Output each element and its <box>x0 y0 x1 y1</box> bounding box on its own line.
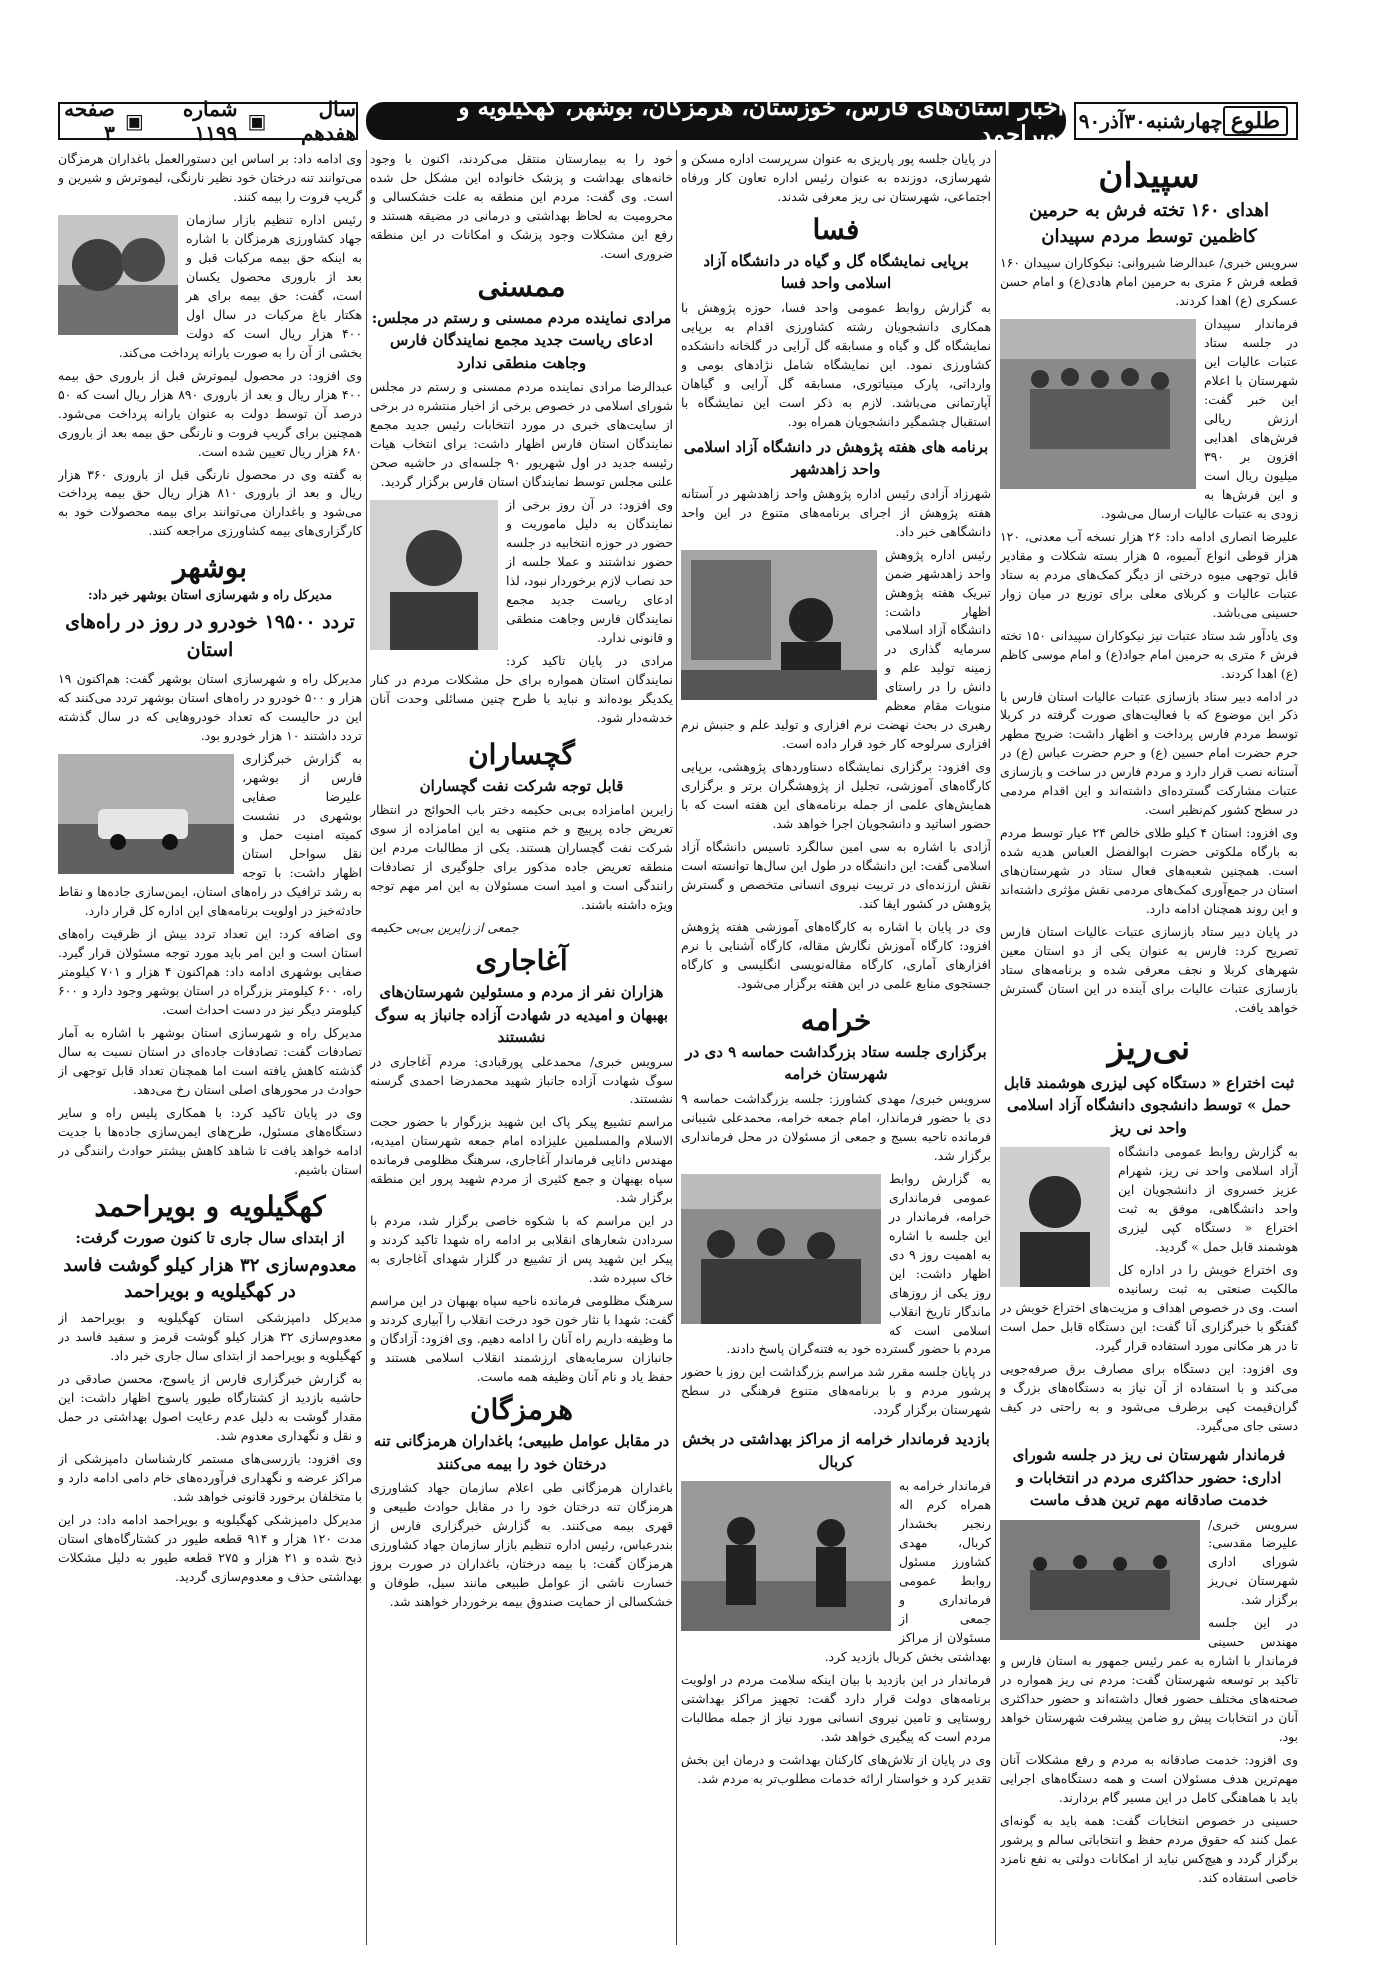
article-body: مدیرکل دامپزشکی کهگیلویه و بویراحمد ادامه داد: در این مدت ۱۲۰ هزار و ۹۱۴ قطعه طیور در کشتارگاه‌های استان ذبح شده و ۲۱ هزار و ۲۷۵ قطعه طیور به دلیل مشکلات بهداشتی حذف و معدوم‌سازی گردید. <box>58 1512 362 1584</box>
header-issue-box <box>58 97 358 145</box>
road-traffic-photo <box>58 754 234 874</box>
article-body: به گزارش خبرگزاری فارس از یاسوج، محسن صادقی در حاشیه بازدید از کشتارگاه طیور یاسوج اظهار داشت: این مقدار گوشت به دلیل عدم رعایت اصول بهداشتی در حمل و نقل و نگهداری معدوم شد. <box>58 1371 362 1444</box>
article-body: به گزارش خبرگزاری فارس از بوشهر، علیرضا صفایی بوشهری در نشست کمیته امنیت حمل و نقل سواحل استان اظهار داشت: با توجه به رشد ترافیک در راه‌های استان، ایمن‌سازی جاده‌ها و نقاط حادثه‌خیز در اولویت برنامه‌های این اداره کل قرار دارد. <box>58 751 362 919</box>
article-headline: معدوم‌سازی ۳۲ هزار کیلو گوشت فاسد در کهگیلویه و بویراحمد <box>63 1255 357 1303</box>
section-title-sepidan: سپیدان <box>1098 156 1200 196</box>
article-body: علیرضا انصاری ادامه داد: ۲۶ هزار نسخه آب معدنی، ۱۲۰ هزار قوطی انواع آبمیوه، ۵ هزار بسته شکلات و مقادیر قابل توجهی میوه درختی از دیگر کمک‌های مردم به ستاد عتبات عالیات و کربلای معلی برای توزیع در میان زوار حسینی می‌باشد. <box>1000 528 1298 620</box>
article-body: وی اختراع خویش را در اداره کل مالکیت صنعتی به ثبت رسانیده است. وی در خصوص اهداف و مزیت‌های اختراع خویش در گفتگو با خبرگزاری آنا گفت: این دستگاه قابل حمل است تا در هر مکانی مورد استفاده قرار گیرد. <box>1000 1262 1298 1354</box>
section-title-neyriz: نی‌ریز <box>1107 1027 1191 1068</box>
article-headline: برپایی نمایشگاه گل و گیاه در دانشگاه آزاد اسلامی واحد فسا <box>703 251 969 293</box>
section-title-aghajari: آغاجاری <box>475 944 568 978</box>
article-headline: تردد ۱۹۵۰۰ خودرو در روز در راه‌های استان <box>65 611 355 661</box>
article-body: عبدالرضا مرادی نماینده مردم ممسنی و رستم در مجلس شورای اسلامی در خصوص برخی از اخبار منتشره در برخی از سایت‌های خبری در مورد انتخابات رئیس جدید مجمع نمایندگان استان فارس اظهار داشت: برای انتخاب هیات رئیسه جدید در اول شهریور ۹۰ جلسه‌ای در حاشیه صحن علنی مجلس توسط نمایندگان استان فارس برگزار گردید. <box>370 379 673 490</box>
column-1 <box>1000 150 1298 1945</box>
article-body: وی افزود: بازرسی‌های مستمر کارشناسان دامپزشکی از مراکز عرضه و نگهداری فرآورده‌های خام دامی ادامه دارد و با متخلفان برخورد قانونی خواهد شد. <box>58 1451 362 1505</box>
article-body: رئیس اداره تنظیم بازار سازمان جهاد کشاورزی هرمزگان با اشاره به اینکه حق بیمه مرکبات قبل و بعد از باروری محصول یکسان است، گفت: حق بیمه برای هر هکتار باغ مرکبات در سال اول ۴۰۰ هزار ریال است که دولت بخشی از آن را به صورت یارانه پرداخت می‌کند. <box>118 211 362 360</box>
article-body: وی در پایان تاکید کرد: با همکاری پلیس راه و سایر دستگاه‌های مسئول، طرح‌های ایمن‌سازی جاده‌ها با جدیت ادامه خواهد یافت تا شاهد کاهش بیشتر حوادث رانندگی در استان باشیم. <box>58 1104 362 1177</box>
article-subheadline: فرماندار شهرستان نی ریز در جلسه شورای اداری: حضور حداکثری مردم در انتخابات و خدمت صادقانه مهم ترین هدف ماست <box>1012 1446 1286 1509</box>
page-label: صفحه ۳ <box>64 97 115 145</box>
section-title-gachsaran: گچساران <box>468 737 575 771</box>
section-title-fasa: فسا <box>812 212 860 246</box>
banner-title: اخبار استان‌های فارس، خوزستان، هرمزگان، بوشهر، کهگیلویه و بویراحمد <box>458 94 1064 148</box>
article-body: در ادامه دبیر ستاد بازسازی عتبات عالیات استان فارس با ذکر این موضوع که با فعالیت‌های صورت گرفته در کربلا توسط مردم فارس پرداخت و اظهار داشت: ضریح مطهر حرم حضرت امام حسین (ع) و حرم حضرت عباس (ع) در آستانه نصب قرار دارد و مردم فارس در ساخت و بازسازی عتبات مشارکت گسترده‌ای داشته‌اند و این اقدام مردمی در سطح کشور کم‌نظیر است. <box>1000 688 1298 818</box>
article-body: زایرین امامزاده بی‌بی حکیمه دختر باب الحوائج در انتظار تعریض جاده پرپیچ و خم منتهی به این امامزاده از سوی شرکت نفت گچساران هستند. یکی از مطالبات مردم این منطقه تعریض جاده مذکور برای جلوگیری از تصادفات رانندگی است و امید است مسئولان به این امر مهم توجه ویژه داشته باشند. <box>370 802 673 913</box>
article-headline: مرادی نماینده مردم ممسنی و رستم در مجلس: ادعای ریاست جدید مجمع نمایندگان فارس وجاهت منطقی ندارد <box>371 308 672 372</box>
health-center-visit-photo <box>681 1481 891 1631</box>
header-date-month: آذر <box>1100 109 1125 133</box>
article-headline: برنامه های هفته پژوهش در دانشگاه آزاد اسلامی واحد زاهدشهر <box>683 437 989 479</box>
article-body: شهرزاد آزادی رئیس اداره پژوهش واحد زاهدشهر در آستانه هفته پژوهش از اجرای برنامه‌های متنوع در این واحد دانشگاهی خبر داد. <box>681 485 991 539</box>
section-title-bushehr: بوشهر <box>172 551 248 585</box>
article-body: خود را به بیمارستان منتقل می‌کردند، اکنون با وجود خانه‌های بهداشت و پزشک خانواده این مشکل حل شده است. وی گفت: مردم این منطقه به علت خشکسالی و محرومیت به لحاظ بهداشتی و درمانی در مضیقه هستند و رفع این مشکلات وجود پزشک و امکانات در این منطقه ضروری است. <box>370 151 673 261</box>
article-headline: بازدید فرماندار خرامه از مراکز بهداشتی در بخش کربال <box>682 1430 990 1471</box>
article-kicker: مدیرکل راه و شهرسازی استان بوشهر خبر داد: <box>87 587 333 603</box>
article-body: به گزارش روابط عمومی فرمانداری خرامه، فرماندار در این جلسه با اشاره به اهمیت روز ۹ دی اظهار داشت: این روز یکی از روزهای ماندگار تاریخ انقلاب اسلامی است که مردم با حضور گسترده خود به فتنه‌گران پاسخ دادند. <box>726 1170 991 1357</box>
header-date-year: ۹۰ <box>1078 109 1101 133</box>
article-body: وی افزود: استان ۴ کیلو طلای خالص ۲۴ عیار توسط مردم به بارگاه ملکوتی حضرت ابوالفضل العباس هدیه شده است. همچنین شعبه‌های فعال ستاد در شهرستان‌های استان در جمع‌آوری کمک‌های مردمی نقش مؤثری داشته‌اند و این روند همچنان ادامه دارد. <box>1000 825 1298 917</box>
section-title-khorameh: خرامه <box>800 1003 872 1037</box>
column-4 <box>58 150 362 1945</box>
article-body: به گفته وی در محصول نارنگی قبل از باروری ۳۶۰ هزار ریال و بعد از باروری ۸۱۰ هزار ریال حق بیمه پرداخت می‌شود و باغداران می‌توانند برای بیمه محصولات خود به کارگزاری‌های بیمه کشاورزی مراجعه کنند. <box>58 466 362 539</box>
column-divider <box>995 150 996 1945</box>
header-date-box <box>1074 102 1298 140</box>
article-body: سرویس خبری/ محمدعلی پورقبادی: مردم آغاجاری در سوگ شهادت آزاده جانباز شهید محمدرضا احمدی گرسنه نشستند. <box>370 1053 673 1107</box>
issue-label: شماره ۱۱۹۹ <box>182 97 238 145</box>
article-body: وی ادامه داد: بر اساس این دستورالعمل باغداران هرمزگان می‌توانند تنه درختان خود نظیر نارنگی، لیموترش و شیرین و گریپ فروت را بیمه کنند. <box>58 151 362 204</box>
article-headline: قابل توجه شرکت نفت گچساران <box>419 776 624 795</box>
year-label: سال هفدهم <box>300 97 356 145</box>
council-meeting-photo <box>1000 1520 1200 1640</box>
article-body: به گزارش روابط عمومی واحد فسا، حوزه پژوهش با همکاری دانشجویان رشته کشاورزی اقدام به برپایی نمایشگاه گل و گیاه و مسابقه گل آرایی در گلخانه دانشکده کشاورزی نمود. این نمایشگاه شامل نژادهای بومی و وارداتی، پارک مینیاتوری، مسابقه گل آرایی و گیاهان آپارتمانی می‌باشد. لازم به ذکر است این نمایشگاه با استقبال چشمگیر دانشجویان همراه بود. <box>681 299 991 429</box>
article-headline: برگزاری جلسه ستاد بزرگداشت حماسه ۹ دی در شهرستان خرامه <box>685 1042 987 1084</box>
column-2 <box>681 150 991 1945</box>
article-body: در پایان جلسه مقرر شد مراسم بزرگداشت این روز با حضور پرشور مردم و با برنامه‌های متنوع فرهنگی در سطح شهرستان برگزار گردد. <box>681 1364 991 1418</box>
article-body: در این جلسه مهندس حسینی فرماندار با اشاره به عمر رئیس جمهور به استان فارس و تاکید بر توسعه شهرستان گفت: مردم نی ریز همواره در صحنه‌های مختلف حضور فعال داشته‌اند و حضور حداکثری آنان در انتخابات پیش رو ضامن پیشرفت شهرستان خواهد بود. <box>1000 1615 1298 1745</box>
article-body: وی اضافه کرد: این تعداد تردد بیش از ظرفیت راه‌های استان است و این امر باید مورد توجه مسئولان قرار گیرد. صفایی بوشهری ادامه داد: هم‌اکنون ۴ هزار و ۷۰۱ کیلومتر راه، ۶۰۰ کیلومتر بزرگراه در استان بوشهر وجود دارد و ۶۰۰ کیلومتر دیگر نیز در دست احداث است. <box>58 926 362 1017</box>
article-headline: هزاران نفر از مردم و مسئولین شهرستان‌های بهبهان و امیدیه در شهادت آزاده جانباز به سوگ نشستند <box>374 983 669 1047</box>
article-body: سرویس خبری/ مهدی کشاورز: جلسه بزرگداشت حماسه ۹ دی با حضور فرماندار، امام جمعه خرامه، محمدعلی شیبانی فرمانده ناحیه بسیج و جمعی از مسئولان در محل فرمانداری برگزار شد. <box>681 1090 991 1163</box>
article-body: فرماندار سپیدان در جلسه ستاد عتبات عالیات این شهرستان با اعلام این خبر گفت: ارزش ریالی فرش‌های اهدایی افزون بر ۳۹۰ میلیون ریال است و این فرش‌ها به زودی به عتبات عالیات ارسال می‌شود. <box>1100 316 1298 521</box>
article-body: در پایان جلسه پور پاریزی به عنوان سرپرست اداره مسکن و شهرسازی، دوزنده به عنوان رئیس اداره تعاون کار ورفاه اجتماعی، شهرستان نی ریز معرفی شدند. <box>681 151 991 204</box>
square-icon: ▣ <box>124 109 144 133</box>
article-body: به گزارش روابط عمومی دانشگاه آزاد اسلامی واحد نی ریز، شهرام عزیز خسروی از دانشجویان این واحد دانشگاهی، موفق به ثبت اختراع « دستگاه کپی لیزری هوشمند قابل حمل » گردید. <box>1118 1144 1298 1255</box>
article-body: در پایان دبیر ستاد بازسازی عتبات عالیات استان فارس تصریح کرد: فارس به عنوان یکی از دو استان معین شهرهای کربلا و نجف معرفی شده و برنامه‌های ستاد بازسازی عتبات عالیات برای آینده در این استان گسترش خواهد یافت. <box>1000 924 1298 1015</box>
column-divider <box>676 150 677 1945</box>
research-official-photo <box>681 550 877 700</box>
khorameh-meeting-photo <box>681 1174 881 1324</box>
article-body: مدیرکل دامپزشکی استان کهگیلویه و بویراحمد از معدوم‌سازی ۳۲ هزار کیلو گوشت قرمز و سفید فاسد در کهگیلویه و بویراحمد از ابتدای سال جاری خبر داد. <box>58 1310 362 1364</box>
article-body: مدیرکل راه و شهرسازی استان بوشهر گفت: هم‌اکنون ۱۹ هزار و ۵۰۰ خودرو در راه‌های استان بوشهر تردد می‌کنند که این در حالیست که تعداد خودروهایی که در سال گذشته تردد داشتند ۱۰ هزار خودرو بود. <box>58 671 362 744</box>
article-body: فرماندار در این بازدید با بیان اینکه سلامت مردم در اولویت برنامه‌های دولت قرار دارد گفت: تجهیز مراکز بهداشتی روستایی و تامین نیروی انسانی مورد نیاز از جمله مطالبات مردم است که پیگیری خواهد شد. <box>681 1672 991 1744</box>
header-date-day: ۳۰ <box>1124 109 1146 133</box>
article-body: مدیرکل راه و شهرسازی استان بوشهر با اشاره به آمار تصادفات گفت: تصادفات جاده‌ای در استان نسبت به سال گذشته کاهش یافته است اما همچنان تعداد قابل توجهی از حوادث در محورهای اصلی استان رخ می‌دهد. <box>58 1024 362 1097</box>
section-title-hormozgan: هرمزگان <box>469 1393 574 1426</box>
section-title-mamasani: ممسنی <box>477 269 566 303</box>
article-headline: ثبت اختراع « دستگاه کپی لیزری هوشمند قابل حمل » توسط دانشجوی دانشگاه آزاد اسلامی واحد نی ریز <box>1003 1073 1295 1137</box>
article-body: حسینی در خصوص انتخابات گفت: همه باید به گونه‌ای عمل کنند که حقوق مردم حفظ و انتخاباتی سالم و پرشور برگزار گردد و هیچ‌کس نباید از امکانات دولتی به نفع نامزد خاصی استفاده کند. <box>1000 1813 1298 1885</box>
article-lead: سرویس خبری/ عبدالرضا شیروانی: نیکوکاران سپیدان ۱۶۰ قطعه فرش ۶ متری به حرمین امام هادی(ع) و امام حسن عسکری (ع) اهدا کردند. <box>1000 255 1298 309</box>
article-body: وی در پایان با اشاره به کارگاه‌های آموزشی هفته پژوهش افزود: کارگاه آموزش نگارش مقاله، کارگاه آشنایی با نرم افزارهای آماری، کارگاه مقاله‌نویسی انگلیسی و کارگاه جستجوی منابع علمی در این هفته برگزار می‌شود. <box>681 919 991 991</box>
header-day: چهارشنبه <box>1145 109 1223 133</box>
newspaper-logo: طلوع <box>1223 106 1288 136</box>
section-title-kohgiluyeh: کهگیلویه و بویراحمد <box>94 1189 326 1223</box>
article-body: رئیس اداره پژوهش واحد زاهدشهر ضمن تبریک هفته پژوهش اظهار داشت: دانشگاه آزاد اسلامی سرمایه گذاری در زمینه تولید علم و دانش را در راستای منویات مقام معظم رهبری در بحث نهضت نرم افزاری و تولید علم و جنبش نرم افزاری سرلوحه کار خود قرار داده است. <box>681 546 991 752</box>
article-body: مرادی در پایان تاکید کرد: نمایندگان استان همواره برای حل مشکلات مردم در کنار یکدیگر بوده‌اند و نباید با طرح چنین مسائلی وحدت آنان خدشه‌دار شود. <box>370 652 673 725</box>
article-body: سرهنگ مظلومی فرمانده ناحیه سپاه بهبهان در این مراسم گفت: شهدا با نثار خون خود درخت انقلاب را آبیاری کردند و ما وظیفه داریم راه آنان را ادامه دهیم. وی افزود: آزادگان و جانبازان سرمایه‌های ارزشمند انقلاب اسلامی هستند و حفظ یاد و نام آنان وظیفه همه ماست. <box>370 1293 673 1385</box>
article-body: باغداران هرمزگانی طی اعلام سازمان جهاد کشاورزی هرمزگان تنه درختان خود را در مقابل حوادث طبیعی و قهری بیمه می‌کنند. به گزارش خبرگزاری فارس از بندرعباس، رئیس اداره تنظیم بازار سازمان جهاد کشاورزی هرمزگان گفت: با بیمه درختان، باغداران در صورت بروز خسارت ناشی از عوامل طبیعی مانند سیل، طوفان و خشکسالی از حمایت صندوق بیمه برخوردار خواهند شد. <box>370 1480 673 1609</box>
article-body: وی در پایان از تلاش‌های کارکنان بهداشت و درمان این بخش تقدیر کرد و خواستار ارائه خدمات مطلوب‌تر به مردم شد. <box>681 1751 991 1786</box>
article-body: فرماندار خرامه به همراه کرم اله رنجبر بخشدار کربال، مهدی کشاورز مسئول روابط عمومی فرمانداری و جمعی از مسئولان از مراکز بهداشتی بخش کربال بازدید کرد. <box>824 1478 991 1665</box>
citrus-garden-photo <box>58 215 178 335</box>
page-header <box>58 94 1298 148</box>
article-body: مراسم تشییع پیکر پاک این شهید بزرگوار با حضور حجت الاسلام والمسلمین علیزاده امام جمعه شهرستان امیدیه، مهندس دانایی فرماندار آغاجاری، سرهنگ مظلومی فرمانده سپاه بهبهان و جمع کثیری از مردم شهید پرور این منطقه برگزار شد. <box>370 1114 673 1206</box>
column-3 <box>370 150 673 1945</box>
article-kicker: از ابتدای سال جاری تا کنون صورت گرفت: <box>75 1228 345 1247</box>
article-body: در این مراسم که با شکوه خاصی برگزار شد، مردم با سردادن شعارهای انقلابی بر ادامه راه شهدا تاکید کردند و پیکر این شهید پس از تشییع در گلزار شهدای آغاجاری به خاک سپرده شد. <box>370 1213 673 1286</box>
article-body: وی افزود: در محصول لیموترش قبل از باروری حق بیمه ۴۰۰ هزار ریال و بعد از باروری ۸۹۰ هزار ریال است که ۵۰ درصد آن توسط دولت به عنوان یارانه پرداخت می‌شود. همچنین برای گریپ فروت و نارنگی حق بیمه بعد از باروری ۶۸۰ هزار ریال تعیین شده است. <box>58 367 362 459</box>
article-body: وی افزود: در آن روز برخی از نمایندگان به دلیل ماموریت و حضور در حوزه انتخابیه در جلسه حضور نداشتند و عملا جلسه از حد نصاب لازم برخوردار نبود، لذا ادعای ریاست جدید مجمع نمایندگان فارس وجاهت منطقی و قانونی ندارد. <box>506 497 673 645</box>
article-body: سرویس خبری/ علیرضا مقدسی: شورای اداری شهرستان نی‌ریز برگزار شد. <box>1208 1516 1298 1608</box>
meeting-photo <box>1000 319 1196 489</box>
article-body: وی افزود: این دستگاه برای مصارف برق صرفه‌جویی می‌کند و با استفاده از آن نیاز به دستگاه‌های بزرگ و گران‌قیمت کپی برطرف می‌شود و به راحتی در کیف دستی جای می‌گیرد. <box>1000 1361 1298 1434</box>
header-banner <box>366 94 1066 148</box>
student-portrait-photo <box>1000 1147 1110 1287</box>
article-body: وی افزود: خدمت صادقانه به مردم و رفع مشکلات آنان مهم‌ترین هدف مسئولان است و همه دستگاه‌های اجرایی باید با هماهنگی کامل در این مسیر گام بردارند. <box>1000 1752 1298 1806</box>
article-body: وی افزود: برگزاری نمایشگاه دستاوردهای پژوهشی، برپایی کارگاه‌های آموزشی، تجلیل از پژوهشگران برتر و برگزاری همایش‌های علمی از جمله برنامه‌های این هفته است که با حضور اساتید و دانشجویان اجرا خواهد شد. <box>681 759 991 832</box>
article-body: وی یادآور شد ستاد عتبات نیز نیکوکاران سپیدانی ۱۵۰ تخته فرش ۶ متری به حرمین امام جواد(ع) و امام موسی کاظم (ع) اهدا کردند. <box>1000 627 1298 681</box>
article-signature: جمعی از زایرین بی‌بی حکیمه <box>370 920 519 936</box>
square-icon: ▣ <box>247 109 267 133</box>
article-headline: اهدای ۱۶۰ تخته فرش به حرمین کاظمین توسط مردم سپیدان <box>1028 200 1270 248</box>
article-headline: در مقابل عوامل طبیعی؛ باغداران هرمزگانی تنه درختان خود را بیمه می‌کنند <box>373 1432 670 1473</box>
article-body: آزادی با اشاره به سی امین سالگرد تاسیس دانشگاه آزاد اسلامی گفت: این دانشگاه در طول این سال‌ها توانسته است نقش ارزنده‌ای در تربیت نیروی انسانی متخصص و گسترش پژوهش در کشور ایفا کند. <box>681 839 991 912</box>
mp-portrait-photo <box>370 500 498 650</box>
column-divider <box>366 150 367 1945</box>
